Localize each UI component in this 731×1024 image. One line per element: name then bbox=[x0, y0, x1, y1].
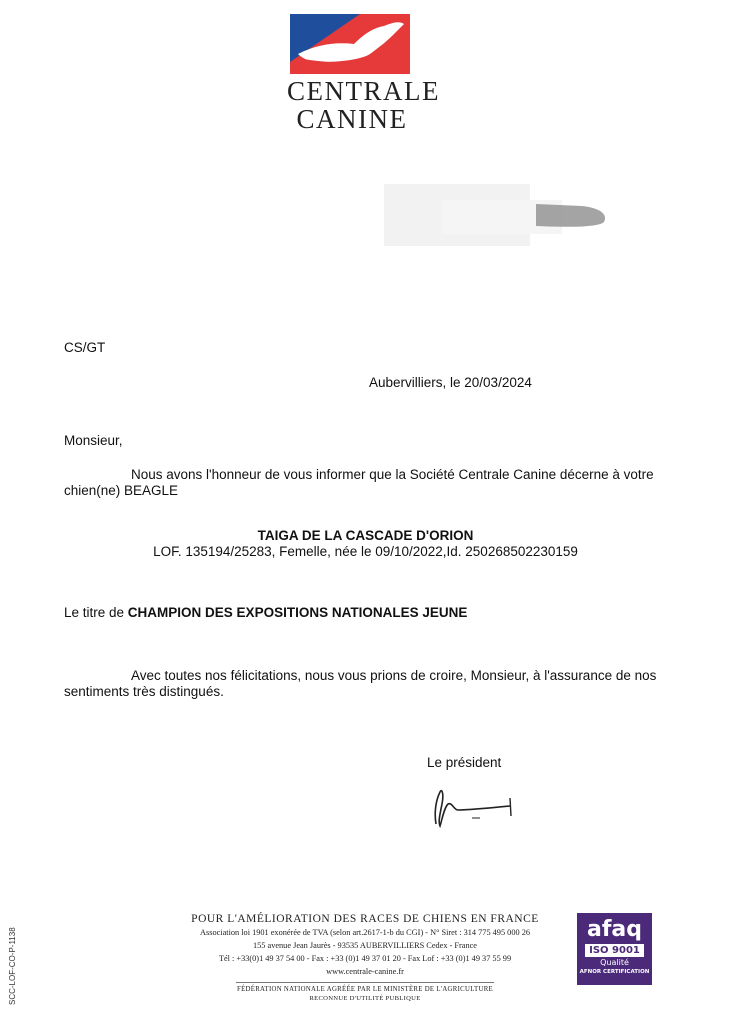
title-name: CHAMPION DES EXPOSITIONS NATIONALES JEUNE bbox=[127, 605, 468, 620]
afaq-certification-badge bbox=[577, 913, 652, 985]
title-line bbox=[64, 604, 467, 622]
dog-name: TAIGA DE LA CASCADE D'ORION bbox=[257, 528, 474, 543]
afaq-quality: Qualité bbox=[600, 958, 629, 967]
title-prefix: Le titre de bbox=[64, 605, 128, 620]
footer-website[interactable]: www.centrale-canine.fr bbox=[326, 967, 404, 976]
redacted-address bbox=[382, 184, 610, 246]
public-utility-line: RECONNUE D'UTILITÉ PUBLIQUE bbox=[309, 995, 421, 1002]
logo-line-2: CANINE bbox=[296, 104, 408, 134]
afaq-brand: afaq bbox=[586, 917, 642, 942]
logo-line-1: CENTRALE bbox=[287, 76, 440, 106]
salutation: Monsieur, bbox=[64, 433, 123, 448]
dog-logo-icon bbox=[290, 14, 410, 74]
document-code: SCC-LOF-CO-P-1138 bbox=[8, 927, 17, 1005]
footer-line-3: Tél : +33(0)1 49 37 54 00 - Fax : +33 (0)1 49 37 01 20 - Fax Lof : +33 (0)1 49 37 55 99 bbox=[218, 954, 512, 963]
place-and-date: Aubervilliers, le 20/03/2024 bbox=[369, 375, 532, 390]
signature bbox=[430, 784, 520, 830]
reference-code: CS/GT bbox=[64, 340, 106, 355]
afaq-issuer: AFNOR CERTIFICATION bbox=[579, 969, 650, 975]
signatory-title: Le président bbox=[427, 755, 502, 770]
closing-line-2: sentiments très distingués. bbox=[64, 684, 224, 699]
centrale-canine-logo bbox=[290, 14, 410, 74]
footer-motto: POUR L'AMÉLIORATION DES RACES DE CHIENS EN FRANCE bbox=[191, 913, 539, 925]
paragraph-1-line-1: Nous avons l'honneur de vous informer que la Société Centrale Canine décerne à votre bbox=[131, 467, 654, 482]
footer-line-2: 155 avenue Jean Jaurès - 93535 AUBERVILLIERS Cedex - France bbox=[253, 941, 477, 950]
footer-line-1: Association loi 1901 exonérée de TVA (selon art.2617-1-b du CGI) - N° Siret : 314 775 495 000 26 bbox=[200, 928, 530, 937]
federation-line: FÉDÉRATION NATIONALE AGRÉÉE PAR LE MINISTÈRE DE L'AGRICULTURE bbox=[237, 986, 493, 993]
afaq-standard: ISO 9001 bbox=[585, 944, 644, 957]
paragraph-1-line-2: chien(ne) BEAGLE bbox=[64, 483, 179, 498]
dog-details: LOF. 135194/25283, Femelle, née le 09/10/2022,Id. 250268502230159 bbox=[153, 544, 578, 559]
footer-divider bbox=[236, 982, 494, 983]
closing-line-1: Avec toutes nos félicitations, nous vous prions de croire, Monsieur, à l'assurance de nos bbox=[131, 668, 657, 683]
